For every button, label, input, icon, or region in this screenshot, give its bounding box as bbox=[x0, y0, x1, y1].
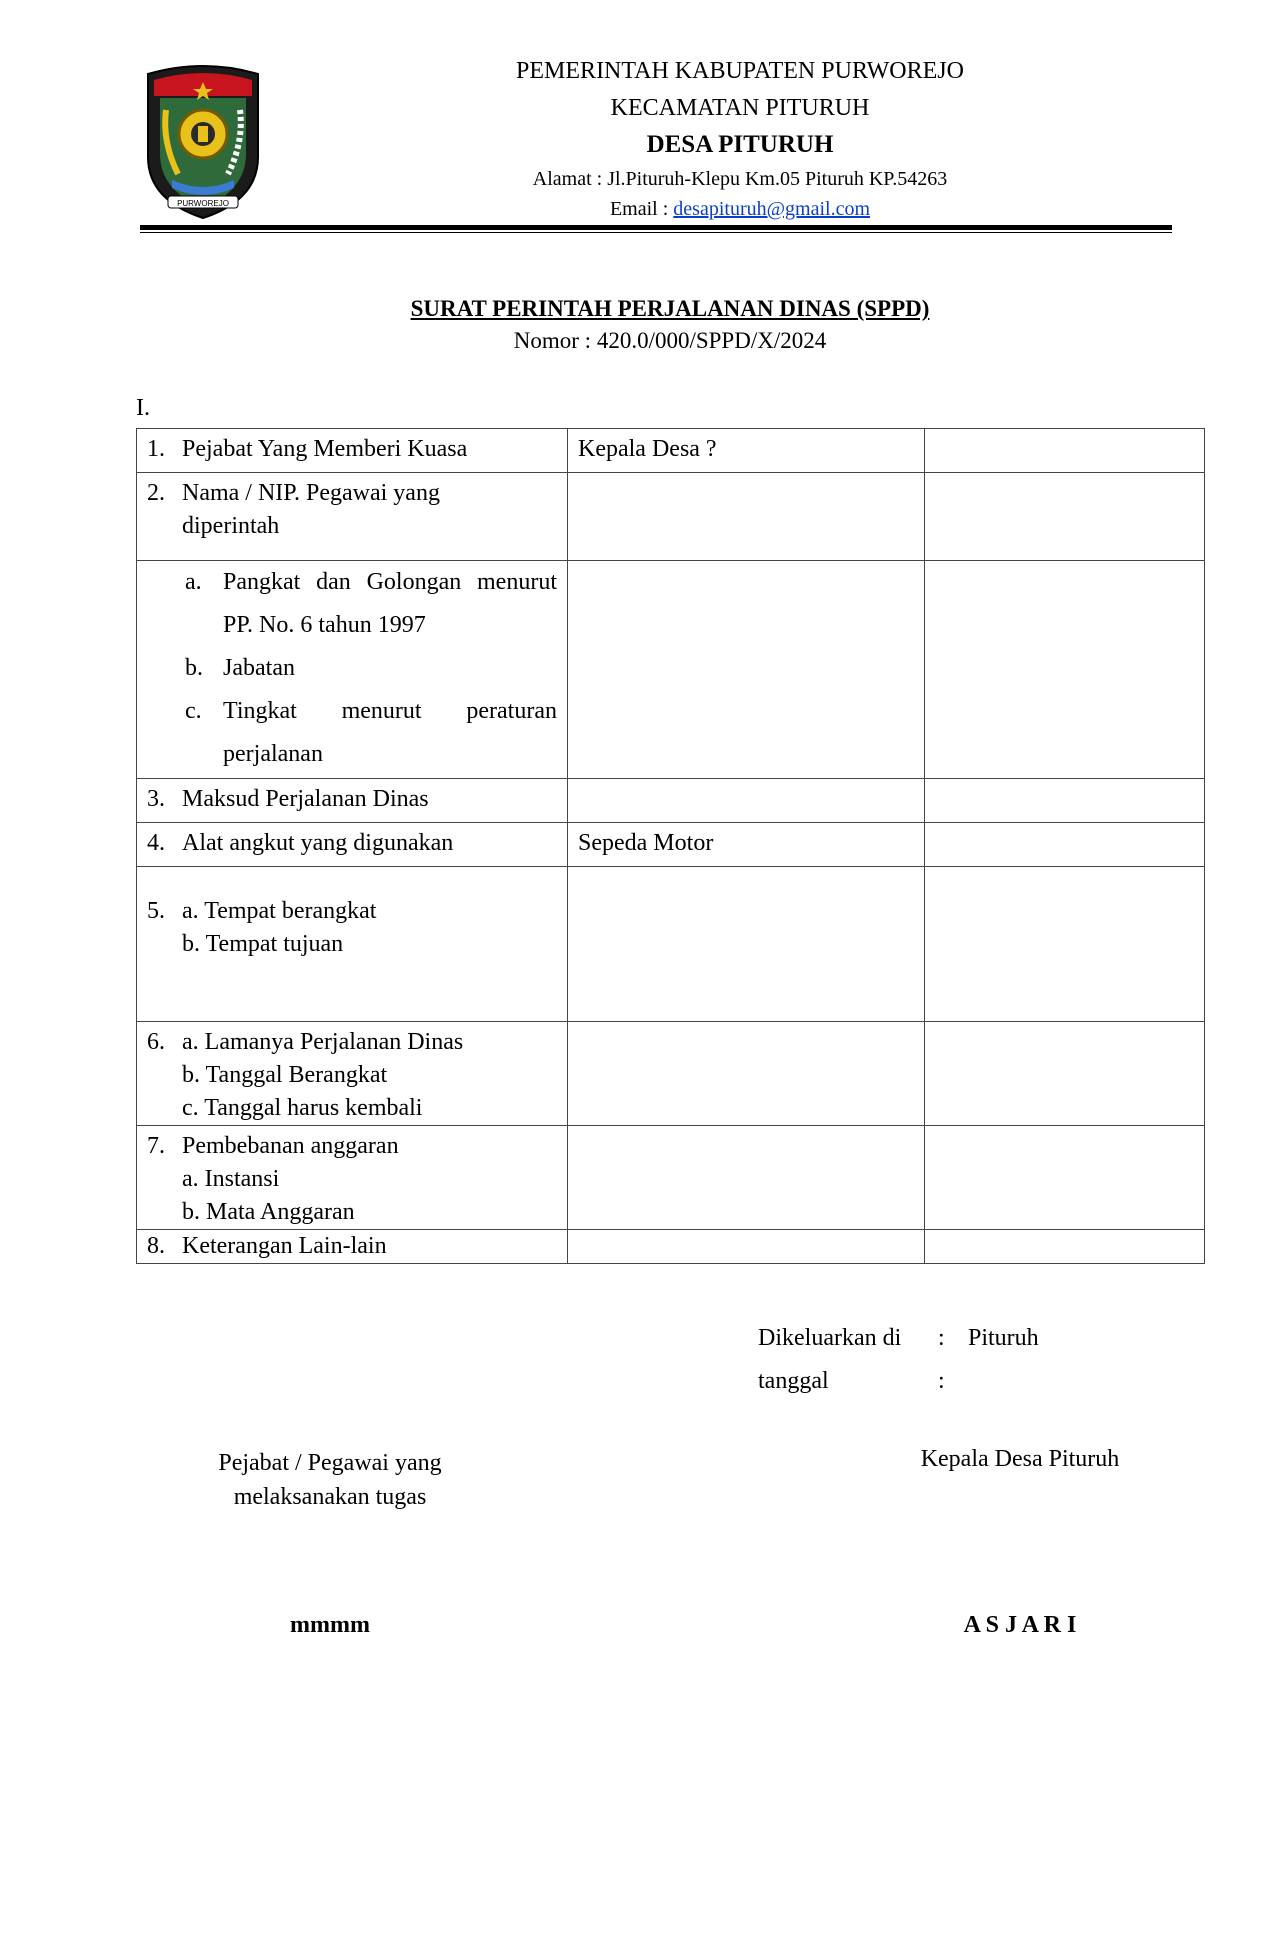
sub-letter: b. bbox=[185, 655, 203, 681]
sub-label: Tingkat menurut peraturan bbox=[223, 698, 557, 724]
row-label: a. Instansi bbox=[182, 1166, 280, 1192]
right-signatory-title: Kepala Desa Pituruh bbox=[920, 1446, 1120, 1472]
left-signatory-line2: melaksanakan tugas bbox=[233, 1484, 427, 1510]
row-number: 1. bbox=[147, 436, 165, 462]
section-number: I. bbox=[136, 395, 150, 421]
issued-at-place: Pituruh bbox=[968, 1325, 1039, 1351]
row-label-continued: diperintah bbox=[182, 513, 280, 539]
table-row bbox=[137, 1022, 1205, 1126]
date-label: tanggal bbox=[758, 1368, 829, 1394]
table-row bbox=[137, 1230, 1205, 1264]
header-rule-thin bbox=[140, 232, 1172, 233]
table-row bbox=[137, 779, 1205, 823]
table-row bbox=[137, 867, 1205, 1022]
issued-at-colon: : bbox=[938, 1325, 945, 1351]
right-signatory-name: A S J A R I bbox=[963, 1612, 1077, 1638]
row-label: Alat angkut yang digunakan bbox=[182, 830, 454, 856]
table-row bbox=[137, 429, 1205, 473]
row-value: Sepeda Motor bbox=[578, 830, 714, 856]
row-label: b. Tanggal Berangkat bbox=[182, 1062, 388, 1088]
row-label: Pembebanan anggaran bbox=[182, 1133, 399, 1159]
sub-label: Pangkat dan Golongan menurut bbox=[223, 569, 557, 595]
header-rule bbox=[140, 225, 1172, 230]
table-row bbox=[137, 561, 1205, 779]
row-label: Keterangan Lain-lain bbox=[182, 1233, 387, 1259]
row-value: Kepala Desa ? bbox=[578, 436, 717, 462]
table-row bbox=[137, 823, 1205, 867]
sub-letter: a. bbox=[185, 569, 202, 595]
header-subdistrict: KECAMATAN PITURUH bbox=[610, 95, 870, 121]
sub-label-continued: perjalanan bbox=[223, 741, 323, 767]
row-label: Nama / NIP. Pegawai yang bbox=[182, 480, 440, 506]
header-village: DESA PITURUH bbox=[646, 131, 834, 158]
left-signatory-title bbox=[180, 1446, 480, 1514]
document-number: Nomor : 420.0/000/SPPD/X/2024 bbox=[513, 328, 827, 353]
row-label: Maksud Perjalanan Dinas bbox=[182, 786, 429, 812]
row-number: 2. bbox=[147, 480, 165, 506]
row-number: 7. bbox=[147, 1133, 165, 1159]
table-row bbox=[137, 1126, 1205, 1230]
sub-label: Jabatan bbox=[223, 655, 295, 681]
table-row bbox=[137, 473, 1205, 561]
emblem-text: PURWOREJO bbox=[177, 199, 229, 208]
header-address: Alamat : Jl.Pituruh-Klepu Km.05 Pituruh KP.54263 bbox=[532, 168, 948, 190]
header-government: PEMERINTAH KABUPATEN PURWOREJO bbox=[516, 58, 964, 84]
row-label: c. Tanggal harus kembali bbox=[182, 1095, 423, 1121]
left-signatory-line1: Pejabat / Pegawai yang bbox=[218, 1450, 442, 1476]
regency-emblem bbox=[138, 62, 268, 222]
email-label: Email : bbox=[609, 198, 674, 220]
issued-at-label: Dikeluarkan di bbox=[758, 1325, 902, 1351]
sub-letter: c. bbox=[185, 698, 202, 724]
row-number: 8. bbox=[147, 1233, 165, 1259]
row-number: 4. bbox=[147, 830, 165, 856]
date-colon: : bbox=[938, 1368, 945, 1394]
email-link[interactable]: desapituruh@gmail.com bbox=[673, 198, 871, 220]
row-label: a. Lamanya Perjalanan Dinas bbox=[182, 1029, 464, 1055]
row-label: b. Mata Anggaran bbox=[182, 1199, 355, 1225]
row-label: a. Tempat berangkat bbox=[182, 898, 377, 924]
sub-label-continued: PP. No. 6 tahun 1997 bbox=[223, 612, 426, 638]
row-label: Pejabat Yang Memberi Kuasa bbox=[182, 436, 468, 462]
header-email-line bbox=[390, 198, 1090, 221]
row-number: 5. bbox=[147, 898, 165, 924]
sppd-table bbox=[136, 428, 1205, 1264]
row-label: b. Tempat tujuan bbox=[182, 931, 344, 957]
row-number: 6. bbox=[147, 1029, 165, 1055]
row-number: 3. bbox=[147, 786, 165, 812]
left-signatory-name: mmmm bbox=[290, 1612, 370, 1638]
document-title: SURAT PERINTAH PERJALANAN DINAS (SPPD) bbox=[410, 296, 930, 321]
